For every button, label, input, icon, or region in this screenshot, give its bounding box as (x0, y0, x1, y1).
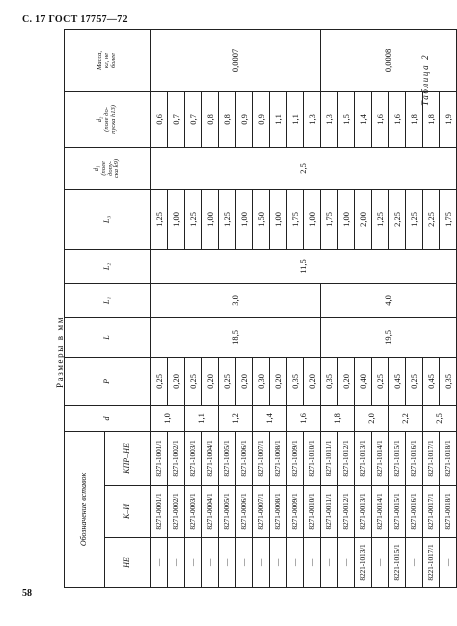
header-L1: L₁ (65, 283, 151, 317)
cell-ne: — (219, 538, 236, 588)
cell-ne: — (321, 538, 338, 588)
cell-L3: 1,25 (185, 189, 202, 249)
cell-kprne: 8271-1001/1 (151, 431, 168, 485)
cell-d2: 0,7 (185, 91, 202, 147)
header-L2: L₂ (65, 249, 151, 283)
cell-kprne: 8271-1004/1 (202, 431, 219, 485)
cell-ki: 8271-0010/1 (304, 486, 321, 538)
cell-d2: 1,9 (440, 91, 457, 147)
header-d: d (65, 405, 151, 431)
cell-kprne: 8271-1016/1 (406, 431, 423, 485)
cell-ne: — (440, 538, 457, 588)
cell-L: 18,5 (151, 317, 321, 357)
cell-ki: 8271-0012/1 (338, 486, 355, 538)
header-d1-line1: d₁ (92, 165, 100, 172)
header-mass-line3: более (109, 52, 117, 68)
cell-kprne: 8271-1011/1 (321, 431, 338, 485)
cell-p: 0,35 (440, 357, 457, 405)
cell-d2: 1,8 (406, 91, 423, 147)
cell-kprne: 8271-1002/1 (168, 431, 185, 485)
cell-p: 0,35 (321, 357, 338, 405)
cell-ki: 8271-0008/1 (270, 486, 287, 538)
header-d1-line3: допу- (106, 161, 114, 176)
cell-mass: 0,0007 (151, 29, 321, 91)
cell-L3: 2,00 (355, 189, 372, 249)
cell-ki: 8271-0001/1 (151, 486, 168, 538)
cell-p: 0,25 (151, 357, 168, 405)
cell-ki: 8271-0003/1 (185, 486, 202, 538)
cell-ne: — (270, 538, 287, 588)
header-d1-line2: (поле (99, 161, 107, 176)
cell-d2: 1,1 (270, 91, 287, 147)
cell-ki: 8271-0018/1 (440, 486, 457, 538)
header-d1-line4: ска k9) (113, 159, 121, 178)
cell-ki: 8271-0009/1 (287, 486, 304, 538)
cell-L: 19,5 (321, 317, 457, 357)
table-row (151, 29, 168, 587)
cell-kprne: 8271-1007/1 (253, 431, 270, 485)
cell-d: 1,6 (287, 405, 321, 431)
cell-L1: 3,0 (151, 283, 321, 317)
cell-p: 0,30 (253, 357, 270, 405)
cell-d2: 0,7 (168, 91, 185, 147)
cell-ki: 8271-0015/1 (389, 486, 406, 538)
cell-L3: 1,75 (321, 189, 338, 249)
cell-ne: — (253, 538, 270, 588)
cell-d: 1,8 (321, 405, 355, 431)
cell-p: 0,45 (423, 357, 440, 405)
header-d2-line1: d₂ (96, 116, 104, 123)
cell-L3: 1,75 (440, 189, 457, 249)
cell-kprne: 8271-1006/1 (236, 431, 253, 485)
cell-L3: 2,25 (423, 189, 440, 249)
cell-p: 0,25 (185, 357, 202, 405)
cell-ne: — (304, 538, 321, 588)
header-ki: К–И (105, 486, 151, 538)
cell-p: 0,35 (287, 357, 304, 405)
cell-p: 0,40 (355, 357, 372, 405)
cell-d1: 2,5 (151, 147, 457, 189)
cell-ne: 8221-1013/1 (355, 538, 372, 588)
cell-p: 0,25 (372, 357, 389, 405)
header-mass (65, 29, 151, 91)
cell-L3: 1,50 (253, 189, 270, 249)
cell-d2: 1,4 (355, 91, 372, 147)
dimensions-caption: Размеры в мм (55, 315, 65, 388)
header-mass-line1: Масса, (96, 50, 104, 70)
cell-kprne: 8271-1015/1 (389, 431, 406, 485)
cell-ne: — (338, 538, 355, 588)
cell-L3: 1,25 (406, 189, 423, 249)
cell-ki: 8271-0016/1 (406, 486, 423, 538)
cell-ki: 8271-0013/1 (355, 486, 372, 538)
cell-p: 0,45 (389, 357, 406, 405)
header-L3: L₃ (65, 189, 151, 249)
cell-L3: 1,00 (304, 189, 321, 249)
cell-ne: — (236, 538, 253, 588)
cell-ne: — (202, 538, 219, 588)
cell-d2: 1,6 (372, 91, 389, 147)
cell-d2: 0,9 (236, 91, 253, 147)
cell-L3: 1,25 (219, 189, 236, 249)
cell-ki: 8271-0017/1 (423, 486, 440, 538)
cell-kprne: 8271-1010/1 (304, 431, 321, 485)
cell-L1: 4,0 (321, 283, 457, 317)
cell-d2: 1,3 (321, 91, 338, 147)
cell-p: 0,20 (236, 357, 253, 405)
cell-ne: — (185, 538, 202, 588)
cell-ne: 8221-1017/1 (423, 538, 440, 588)
cell-d2: 0,9 (253, 91, 270, 147)
header-designation-group: Обозначение вставок (65, 431, 105, 587)
cell-ki: 8271-0007/1 (253, 486, 270, 538)
cell-ne: 8221-1015/1 (389, 538, 406, 588)
cell-d: 1,2 (219, 405, 253, 431)
cell-d2: 1,1 (287, 91, 304, 147)
cell-d: 2,2 (389, 405, 423, 431)
cell-d: 1,1 (185, 405, 219, 431)
header-p: P (65, 357, 151, 405)
page-header: С. 17 ГОСТ 17757—72 (22, 14, 128, 25)
cell-kprne: 8271-1009/1 (287, 431, 304, 485)
cell-d: 1,0 (151, 405, 185, 431)
cell-kprne: 8271-1017/1 (423, 431, 440, 485)
header-ne: НЕ (105, 538, 151, 588)
cell-L3: 1,00 (270, 189, 287, 249)
cell-d2: 1,6 (389, 91, 406, 147)
cell-kprne: 8271-1018/1 (440, 431, 457, 485)
header-d2-line2: (поле до- (103, 107, 111, 132)
header-d1 (65, 147, 151, 189)
cell-ki: 8271-0005/1 (219, 486, 236, 538)
cell-d: 1,4 (253, 405, 287, 431)
cell-L3: 1,25 (151, 189, 168, 249)
cell-p: 0,20 (202, 357, 219, 405)
cell-ki: 8271-0002/1 (168, 486, 185, 538)
table-caption: Таблица 2 (420, 53, 430, 106)
cell-L3: 2,25 (389, 189, 406, 249)
cell-d2: 1,8 (423, 91, 440, 147)
cell-kprne: 8271-1005/1 (219, 431, 236, 485)
cell-ki: 8271-0006/1 (236, 486, 253, 538)
cell-d: 2,0 (355, 405, 389, 431)
cell-ne: — (406, 538, 423, 588)
page-number: 58 (22, 588, 32, 599)
cell-p: 0,20 (304, 357, 321, 405)
cell-kprne: 8271-1003/1 (185, 431, 202, 485)
cell-ne: — (168, 538, 185, 588)
cell-p: 0,20 (270, 357, 287, 405)
cell-kprne: 8271-1014/1 (372, 431, 389, 485)
cell-p: 0,20 (168, 357, 185, 405)
cell-d2: 1,5 (338, 91, 355, 147)
cell-L2: 11,5 (151, 249, 457, 283)
cell-ne: — (151, 538, 168, 588)
cell-ki: 8271-0011/1 (321, 486, 338, 538)
header-L: L (65, 317, 151, 357)
cell-L3: 1,25 (372, 189, 389, 249)
cell-kprne: 8271-1012/1 (338, 431, 355, 485)
cell-L3: 1,75 (287, 189, 304, 249)
cell-L3: 1,00 (168, 189, 185, 249)
header-kprne: КПР–НЕ (105, 431, 151, 485)
cell-L3: 1,00 (338, 189, 355, 249)
cell-L3: 1,00 (236, 189, 253, 249)
cell-ne: — (287, 538, 304, 588)
header-mass-line2: кг, не (103, 53, 111, 68)
header-d2 (65, 91, 151, 147)
cell-p: 0,25 (406, 357, 423, 405)
cell-p: 0,20 (338, 357, 355, 405)
table-row (321, 29, 338, 587)
dimensions-table (64, 29, 457, 588)
cell-p: 0,25 (219, 357, 236, 405)
cell-mass: 0,0008 (321, 29, 457, 91)
cell-d2: 0,8 (202, 91, 219, 147)
cell-d2: 0,8 (219, 91, 236, 147)
cell-ki: 8271-0004/1 (202, 486, 219, 538)
cell-d: 2,5 (423, 405, 457, 431)
cell-d2: 0,6 (151, 91, 168, 147)
header-d2-line3: пуска h13) (109, 105, 117, 134)
cell-kprne: 8271-1013/1 (355, 431, 372, 485)
cell-d2: 1,3 (304, 91, 321, 147)
cell-ki: 8271-0014/1 (372, 486, 389, 538)
cell-ne: — (372, 538, 389, 588)
cell-L3: 1,00 (202, 189, 219, 249)
cell-kprne: 8271-1008/1 (270, 431, 287, 485)
